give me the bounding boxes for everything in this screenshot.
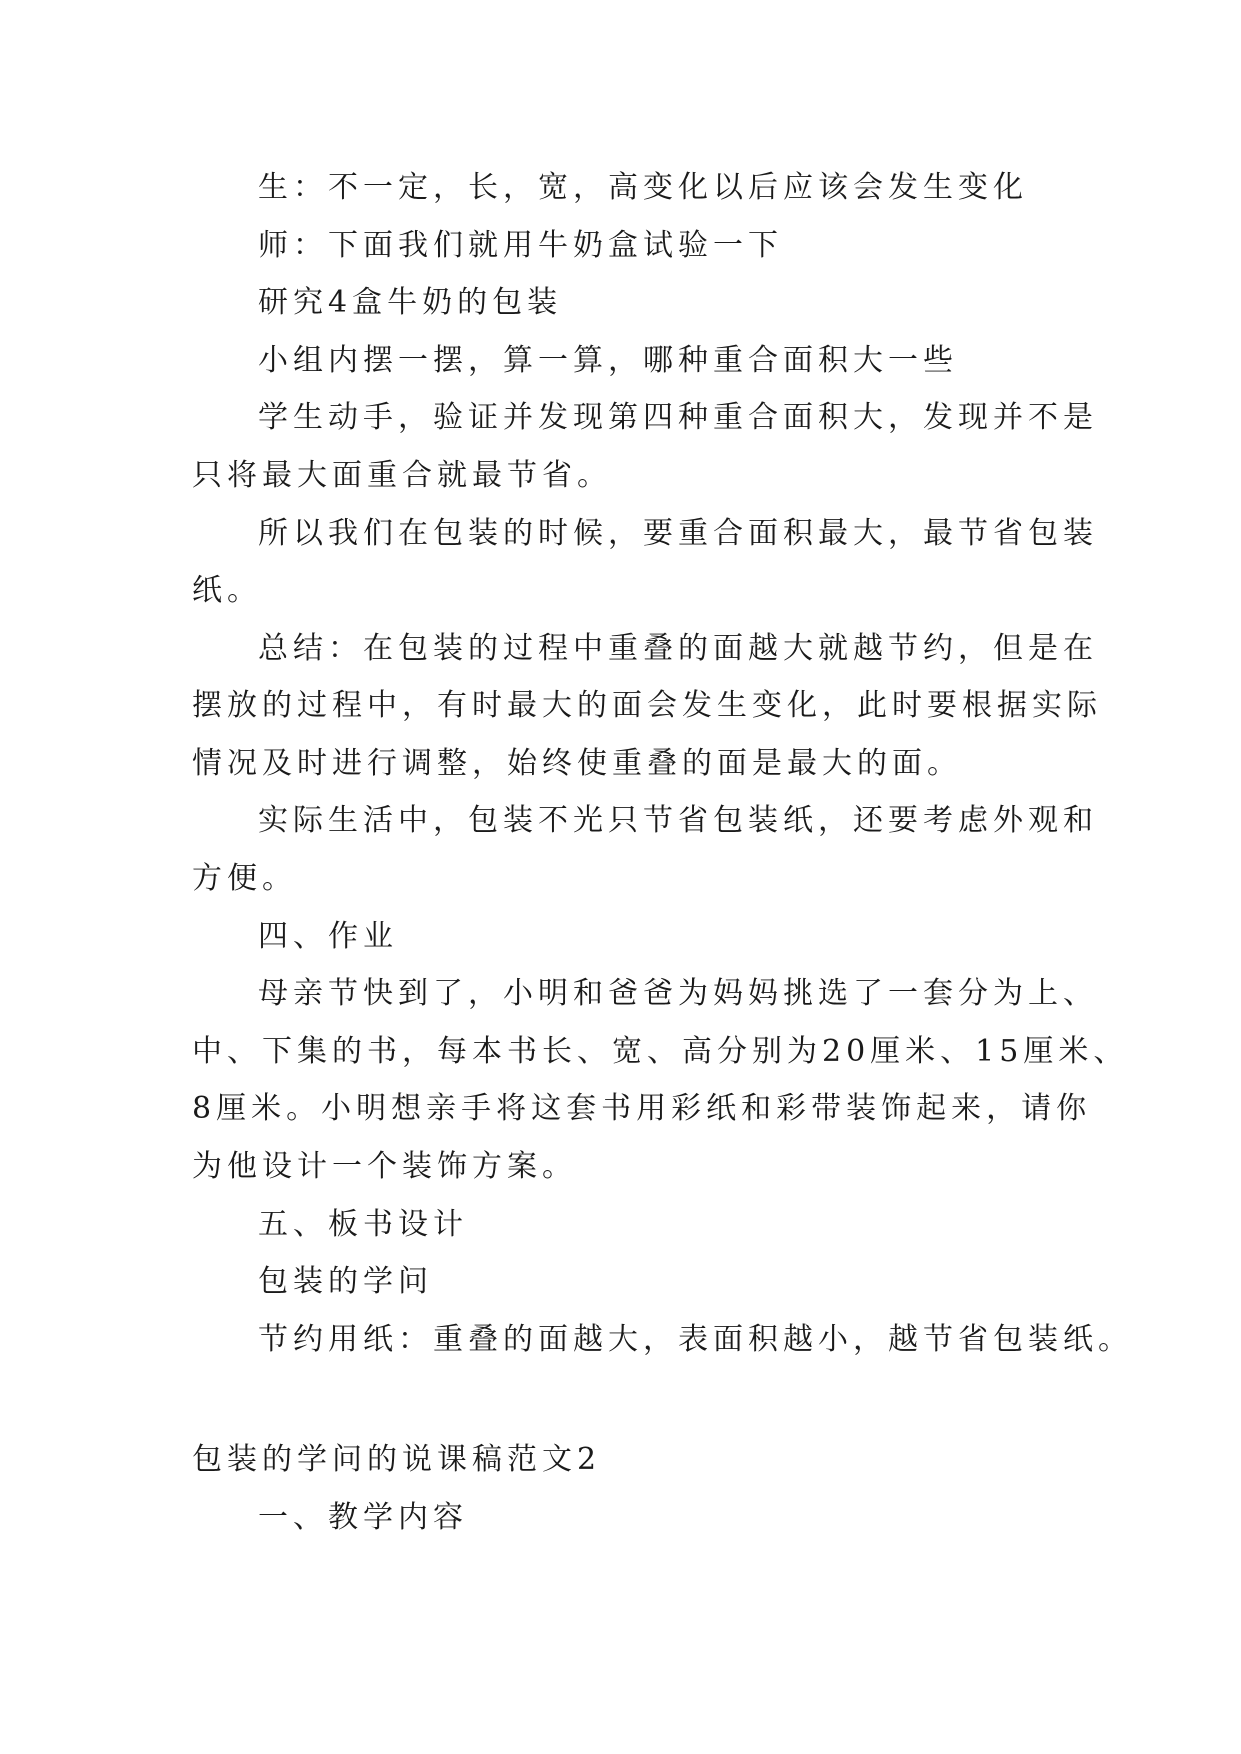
section-heading: 四、作业 xyxy=(258,919,398,954)
paragraph-line: 小组内摆一摆，算一算，哪种重合面积大一些 xyxy=(258,343,958,378)
paragraph-line: 师：下面我们就用牛奶盒试验一下 xyxy=(258,228,783,263)
paragraph-line: 母亲节快到了，小明和爸爸为妈妈挑选了一套分为上、 xyxy=(258,976,1098,1011)
paragraph-line: 实际生活中，包装不光只节省包装纸，还要考虑外观和 xyxy=(258,803,1098,838)
paragraph-line: 包装的学问 xyxy=(258,1264,433,1299)
section-heading: 五、板书设计 xyxy=(258,1207,468,1242)
paragraph-line: 为他设计一个装饰方案。 xyxy=(192,1149,577,1184)
section-heading: 一、教学内容 xyxy=(258,1500,468,1535)
paragraph-line: 只将最大面重合就最节省。 xyxy=(192,458,612,493)
paragraph-line: 摆放的过程中，有时最大的面会发生变化，此时要根据实际 xyxy=(192,688,1102,723)
paragraph-line: 学生动手，验证并发现第四种重合面积大，发现并不是 xyxy=(258,400,1098,435)
paragraph-line: 生：不一定，长，宽，高变化以后应该会发生变化 xyxy=(258,170,1028,205)
paragraph-line: 方便。 xyxy=(192,861,297,896)
paragraph-line: 纸。 xyxy=(192,573,262,608)
paragraph-line: 总结：在包装的过程中重叠的面越大就越节约，但是在 xyxy=(258,631,1098,666)
paragraph-line: 节约用纸：重叠的面越大，表面积越小，越节省包装纸。 xyxy=(258,1322,1133,1357)
paragraph-line: 所以我们在包装的时候，要重合面积最大，最节省包装 xyxy=(258,516,1098,551)
paragraph-line: 研究4盒牛奶的包装 xyxy=(258,285,563,320)
paragraph-line: 情况及时进行调整，始终使重叠的面是最大的面。 xyxy=(192,746,962,781)
paragraph-line: 中、下集的书，每本书长、宽、高分别为20厘米、15厘米、 xyxy=(192,1034,1129,1069)
document-subtitle: 包装的学问的说课稿范文2 xyxy=(192,1442,602,1477)
paragraph-line: 8厘米。小明想亲手将这套书用彩纸和彩带装饰起来，请你 xyxy=(192,1091,1092,1126)
